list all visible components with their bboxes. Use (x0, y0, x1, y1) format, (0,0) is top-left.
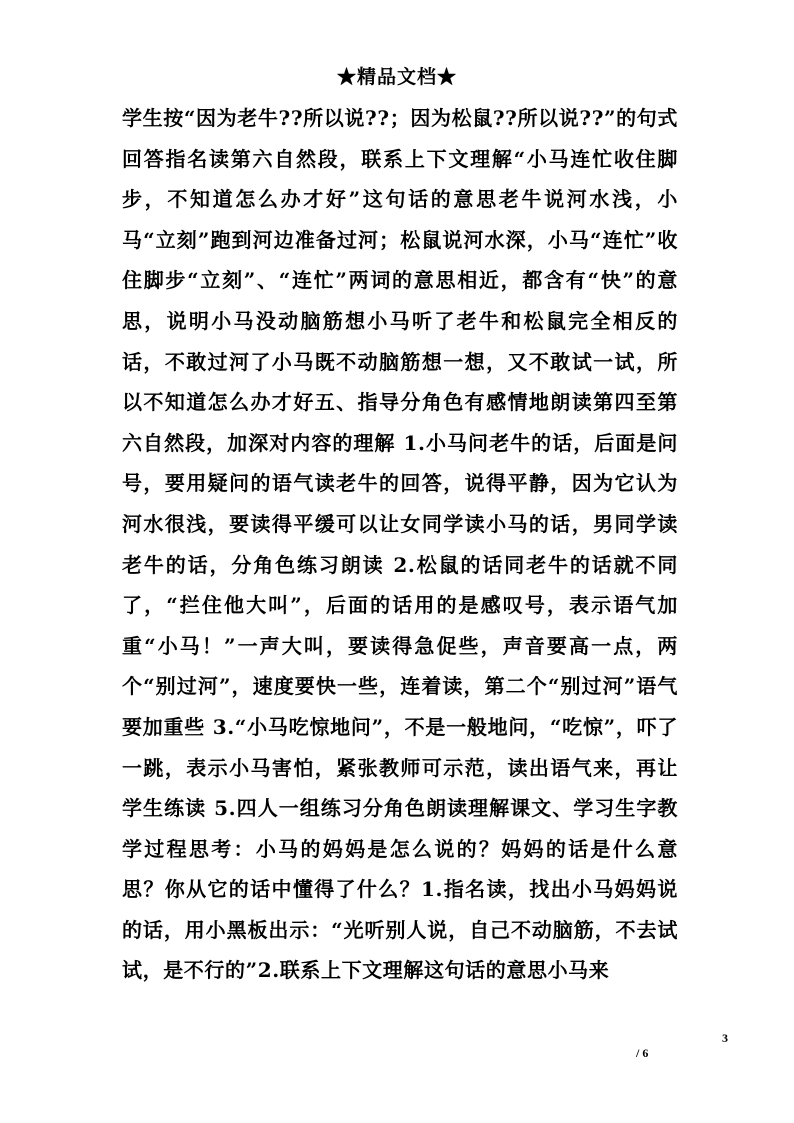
page-total: / 6 (636, 1046, 649, 1060)
page-number: 3 (722, 1031, 728, 1045)
body-paragraph: 学生按“因为老牛??所以说??；因为松鼠??所以说??”的句式回答指名读第六自然段，联系上下文理解“小马连忙收住脚步，不知道怎么办才好”这句话的意思老牛说河水浅，小马“立刻”跑到河边准备过河；松鼠说河水深，小马“连忙”收住脚步“立刻”、“连忙”两词的意思相近，都含有“快”的意思，说明小马没动脑筋想小马听了老牛和松鼠完全相反的话，不敢过河了小马既不动脑筋想一想，又不敢试一试，所以不知道怎么办才好五、指导分角色有感情地朗读第四至第六自然段，加深对内容的理解 1.小马问老牛的话，后面是问号，要用疑问的语气读老牛的回答，说得平静，因为它认为河水很浅，要读得平缓可以让女同学读小马的话，男同学读老牛的话，分角色练习朗读 2.松鼠的话同老牛的话就不同了，“拦住他大叫”，后面的话用的是感叹号，表示语气加重“小马！”一声大叫，要读得急促些，声音要高一点，两个“别过河”，速度要快一些，连着读，第二个“别过河”语气要加重些 3.“小马吃惊地问”，不是一般地问，“吃惊”，吓了一跳，表示小马害怕，紧张教师可示范，读出语气来，再让学生练读 5.四人一组练习分角色朗读理解课文、学习生字教学过程思考：小马的妈妈是怎么说的？妈妈的话是什么意思？你从它的话中懂得了什么？1.指名读，找出小马妈妈说的话，用小黑板出示：“光听别人说，自己不动脑筋，不去试试，是不行的”2.联系上下文理解这句话的意思小马来 (122, 106, 678, 983)
document-header-title: ★精品文档★ (336, 66, 457, 88)
